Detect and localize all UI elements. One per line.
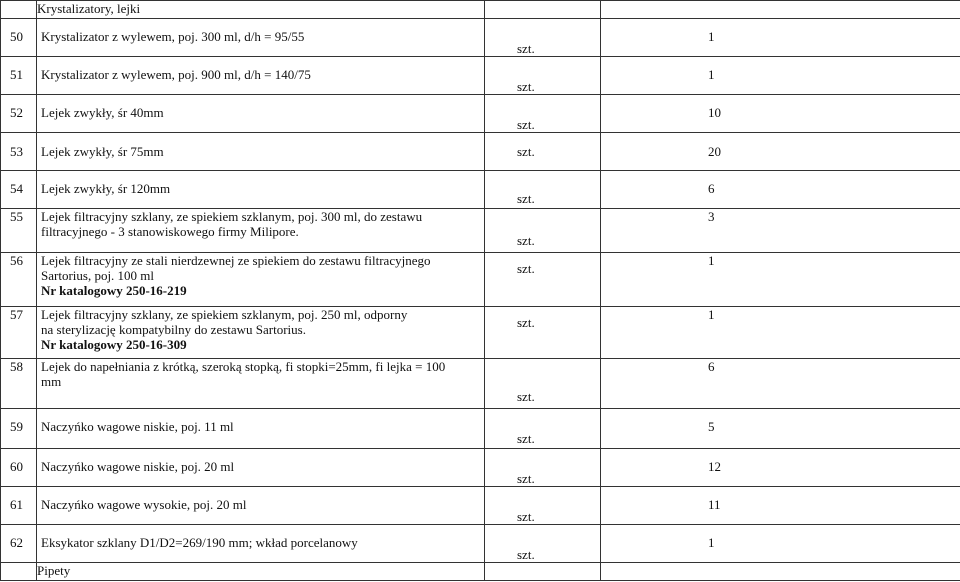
row-quantity: 1: [601, 19, 960, 57]
row-description-line: mm: [41, 374, 62, 389]
table-row: [1, 449, 960, 487]
row-description: [37, 307, 485, 359]
row-number: 62: [1, 525, 37, 563]
row-unit: szt.: [485, 133, 601, 171]
row-description: Eksykator szklany D1/D2=269/190 mm; wkład porcelanowy: [37, 525, 485, 563]
table-row: [1, 359, 960, 409]
row-unit: szt.: [485, 95, 601, 133]
table-row: [1, 253, 960, 307]
row-description: Lejek zwykły, śr 40mm: [37, 95, 485, 133]
row-quantity: 6: [601, 359, 960, 409]
row-description: Krystalizator z wylewem, poj. 300 ml, d/h = 95/55: [37, 19, 485, 57]
row-description: Lejek zwykły, śr 75mm: [37, 133, 485, 171]
table-row: [1, 19, 960, 57]
row-number: 58: [1, 359, 37, 409]
row-description: [37, 209, 485, 253]
table-row: [1, 525, 960, 563]
table-row: [1, 409, 960, 449]
section-header-row: [1, 563, 960, 581]
row-description: Lejek zwykły, śr 120mm: [37, 171, 485, 209]
empty-cell: [1, 563, 37, 581]
row-number: 59: [1, 409, 37, 449]
row-quantity: 11: [601, 487, 960, 525]
row-quantity: 12: [601, 449, 960, 487]
table-row: [1, 171, 960, 209]
section-title: Krystalizatory, lejki: [37, 1, 485, 19]
row-unit: szt.: [485, 171, 601, 209]
section-title: Pipety: [37, 563, 485, 581]
row-number: 50: [1, 19, 37, 57]
row-number: 51: [1, 57, 37, 95]
row-quantity: 6: [601, 171, 960, 209]
row-number: 57: [1, 307, 37, 359]
row-unit: szt.: [485, 57, 601, 95]
empty-cell: [1, 1, 37, 19]
row-description-line: Lejek filtracyjny szklany, ze spiekiem szklanym, poj. 300 ml, do zestawu: [41, 209, 423, 224]
table-row: [1, 133, 960, 171]
catalog-number: Nr katalogowy 250-16-309: [41, 337, 187, 352]
row-number: 56: [1, 253, 37, 307]
row-quantity: 1: [601, 525, 960, 563]
table-row: [1, 307, 960, 359]
row-number: 52: [1, 95, 37, 133]
empty-cell: [601, 563, 960, 581]
row-description-line: filtracyjnego - 3 stanowiskowego firmy Milipore.: [41, 224, 299, 239]
catalog-number: Nr katalogowy 250-16-219: [41, 283, 187, 298]
row-description: [37, 359, 485, 409]
row-unit: szt.: [485, 253, 601, 307]
row-description-line: Lejek filtracyjny szklany, ze spiekiem szklanym, poj. 250 ml, odporny: [41, 307, 408, 322]
row-quantity: 5: [601, 409, 960, 449]
row-unit: szt.: [485, 359, 601, 409]
row-description-line: Lejek do napełniania z krótką, szeroką stopką, fi stopki=25mm, fi lejka = 100: [41, 359, 446, 374]
empty-cell: [485, 563, 601, 581]
empty-cell: [485, 1, 601, 19]
row-unit: szt.: [485, 449, 601, 487]
row-unit: szt.: [485, 19, 601, 57]
row-quantity: 20: [601, 133, 960, 171]
table-row: [1, 95, 960, 133]
empty-cell: [601, 1, 960, 19]
row-description: Naczyńko wagowe niskie, poj. 11 ml: [37, 409, 485, 449]
section-header-row: [1, 1, 960, 19]
row-number: 60: [1, 449, 37, 487]
row-description: Naczyńko wagowe wysokie, poj. 20 ml: [37, 487, 485, 525]
row-unit: szt.: [485, 307, 601, 359]
table-row: [1, 209, 960, 253]
row-quantity: 1: [601, 253, 960, 307]
row-description-line: Sartorius, poj. 100 ml: [41, 268, 155, 283]
row-number: 54: [1, 171, 37, 209]
row-quantity: 10: [601, 95, 960, 133]
row-description-line: na sterylizację kompatybilny do zestawu Sartorius.: [41, 322, 306, 337]
row-unit: szt.: [485, 487, 601, 525]
row-description: Krystalizator z wylewem, poj. 900 ml, d/h = 140/75: [37, 57, 485, 95]
row-quantity: 3: [601, 209, 960, 253]
row-description-line: Lejek filtracyjny ze stali nierdzewnej ze spiekiem do zestawu filtracyjnego: [41, 253, 431, 268]
row-description: Naczyńko wagowe niskie, poj. 20 ml: [37, 449, 485, 487]
row-number: 55: [1, 209, 37, 253]
row-unit: szt.: [485, 409, 601, 449]
row-quantity: 1: [601, 307, 960, 359]
table-row: [1, 487, 960, 525]
row-unit: szt.: [485, 525, 601, 563]
row-number: 61: [1, 487, 37, 525]
row-quantity: 1: [601, 57, 960, 95]
row-unit: szt.: [485, 209, 601, 253]
table-row: [1, 57, 960, 95]
row-description: [37, 253, 485, 307]
row-number: 53: [1, 133, 37, 171]
